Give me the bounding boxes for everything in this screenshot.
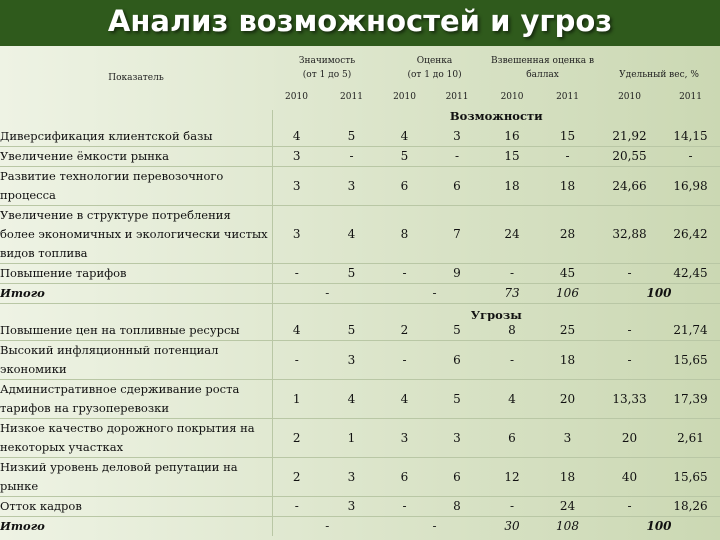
cell: - bbox=[627, 323, 632, 337]
year-header: 2010 bbox=[618, 92, 641, 102]
table-row bbox=[0, 497, 720, 517]
cell: 2,61 bbox=[661, 419, 720, 458]
cell: - bbox=[487, 264, 537, 284]
cell: 3 bbox=[321, 458, 382, 497]
table-row bbox=[0, 127, 720, 147]
total-significance: - bbox=[272, 517, 382, 537]
cell: 28 bbox=[537, 206, 598, 264]
cell: 15 bbox=[559, 129, 576, 143]
row-label: Диверсификация клиентской базы bbox=[0, 127, 272, 147]
cell: 3 bbox=[321, 341, 382, 380]
cell: 24,66 bbox=[598, 167, 661, 206]
cell: 1 bbox=[272, 380, 321, 419]
cell: 6 bbox=[427, 458, 487, 497]
row-label: Повышение тарифов bbox=[0, 264, 272, 284]
cell: 2 bbox=[400, 323, 409, 337]
cell: 2 bbox=[272, 419, 321, 458]
cell: 32,88 bbox=[598, 206, 661, 264]
table-row bbox=[0, 264, 720, 284]
cell: 18 bbox=[537, 341, 598, 380]
cell: 42,45 bbox=[661, 264, 720, 284]
year-header: 2011 bbox=[556, 92, 579, 102]
row-label: Высокий инфляционный потенциал экономики bbox=[0, 341, 272, 380]
total-weighted-2010: 30 bbox=[487, 517, 537, 537]
cell: - bbox=[598, 341, 661, 380]
cell: 25 bbox=[559, 323, 576, 337]
cell: 15,65 bbox=[661, 341, 720, 380]
cell: 1 bbox=[321, 419, 382, 458]
opportunities-section-title: Возможности bbox=[449, 110, 543, 123]
cell: 5 bbox=[347, 323, 356, 337]
significance-header: Значимость (от 1 до 5) bbox=[298, 56, 356, 80]
share-header: Удельный вес, % bbox=[619, 70, 699, 80]
cell: 16 bbox=[504, 129, 520, 143]
cell: 3 bbox=[382, 419, 427, 458]
total-significance: - bbox=[272, 284, 382, 304]
total-score: - bbox=[382, 517, 487, 537]
cell: 3 bbox=[272, 147, 321, 167]
cell: - bbox=[487, 341, 537, 380]
cell: - bbox=[382, 264, 427, 284]
cell: - bbox=[382, 497, 427, 517]
row-label: Развитие технологии перевозочного процесса bbox=[0, 167, 272, 206]
cell: 13,33 bbox=[598, 380, 661, 419]
total-share: 100 bbox=[598, 284, 720, 304]
cell: 3 bbox=[427, 419, 487, 458]
cell: 6 bbox=[487, 419, 537, 458]
cell: 9 bbox=[427, 264, 487, 284]
swot-table bbox=[0, 46, 720, 540]
total-weighted-2011: 108 bbox=[537, 517, 598, 537]
cell: - bbox=[321, 147, 382, 167]
cell: - bbox=[272, 341, 321, 380]
threats-section-title: Угрозы bbox=[272, 304, 720, 322]
cell: 14,15 bbox=[673, 129, 708, 143]
score-header: Оценка (от 1 до 10) bbox=[407, 56, 462, 80]
total-share: 100 bbox=[598, 517, 720, 537]
slide-title: Анализ возможностей и угроз bbox=[107, 4, 613, 38]
year-header: 2010 bbox=[500, 92, 524, 102]
cell: 12 bbox=[487, 458, 537, 497]
cell: - bbox=[272, 264, 321, 284]
cell: 7 bbox=[427, 206, 487, 264]
cell: 17,39 bbox=[661, 380, 720, 419]
table-header bbox=[0, 46, 720, 110]
table-row bbox=[0, 419, 720, 458]
cell: 4 bbox=[400, 129, 409, 143]
cell: 21,92 bbox=[612, 129, 647, 143]
row-label: Увеличение ёмкости рынка bbox=[0, 147, 272, 167]
cell: 5 bbox=[382, 147, 427, 167]
cell: 3 bbox=[537, 419, 598, 458]
cell: - bbox=[537, 147, 598, 167]
cell: - bbox=[382, 341, 427, 380]
row-label: Низкое качество дорожного покрытия на некоторых участках bbox=[0, 419, 272, 458]
cell: 18 bbox=[537, 167, 598, 206]
cell: - bbox=[598, 264, 661, 284]
cell: 6 bbox=[427, 341, 487, 380]
row-label: Увеличение в структуре потребления более экономичных и экологически чистых видов топлива bbox=[0, 206, 272, 264]
cell: - bbox=[487, 497, 537, 517]
cell: 8 bbox=[382, 206, 427, 264]
year-header: 2011 bbox=[679, 92, 702, 102]
total-label: Итого bbox=[0, 284, 272, 304]
cell: - bbox=[598, 497, 661, 517]
table-row bbox=[0, 341, 720, 380]
weighted-score-header: Взвешенная оценка в баллах bbox=[491, 56, 595, 80]
cell: 4 bbox=[321, 206, 382, 264]
cell: 6 bbox=[382, 458, 427, 497]
cell: 45 bbox=[537, 264, 598, 284]
table-row bbox=[0, 147, 720, 167]
cell: 5 bbox=[347, 129, 356, 143]
row-label: Низкий уровень деловой репутации на рынке bbox=[0, 458, 272, 497]
table-row bbox=[0, 206, 720, 264]
cell: 4 bbox=[382, 380, 427, 419]
cell: 8 bbox=[427, 497, 487, 517]
cell: 21,74 bbox=[673, 323, 708, 337]
table-body bbox=[0, 110, 720, 536]
cell: 6 bbox=[382, 167, 427, 206]
cell: 3 bbox=[272, 206, 321, 264]
cell: 4 bbox=[487, 380, 537, 419]
cell: 15,65 bbox=[661, 458, 720, 497]
cell: 8 bbox=[508, 323, 516, 337]
total-row bbox=[0, 517, 720, 537]
cell: 20,55 bbox=[598, 147, 661, 167]
year-header: 2010 bbox=[393, 92, 416, 102]
cell: 26,42 bbox=[661, 206, 720, 264]
cell: 24 bbox=[487, 206, 537, 264]
cell: - bbox=[661, 147, 720, 167]
cell: 15 bbox=[487, 147, 537, 167]
cell: 18,26 bbox=[661, 497, 720, 517]
cell: 20 bbox=[598, 419, 661, 458]
total-row bbox=[0, 284, 720, 304]
year-header: 2010 bbox=[285, 92, 308, 102]
table-row bbox=[0, 458, 720, 497]
cell: 40 bbox=[598, 458, 661, 497]
row-label: Отток кадров bbox=[0, 497, 272, 517]
cell: - bbox=[272, 497, 321, 517]
total-score: - bbox=[382, 284, 487, 304]
cell: 5 bbox=[321, 264, 382, 284]
row-label: Повышение цен на топливные ресурсы bbox=[0, 321, 272, 341]
cell: 24 bbox=[537, 497, 598, 517]
total-label: Итого bbox=[0, 517, 272, 537]
table-row bbox=[0, 167, 720, 206]
cell: 4 bbox=[321, 380, 382, 419]
cell: 5 bbox=[427, 380, 487, 419]
cell: 2 bbox=[272, 458, 321, 497]
cell: 4 bbox=[292, 129, 301, 143]
table-row bbox=[0, 321, 720, 341]
cell: 18 bbox=[537, 458, 598, 497]
cell: 3 bbox=[321, 497, 382, 517]
cell: 3 bbox=[321, 167, 382, 206]
indicator-header: Показатель bbox=[108, 73, 164, 83]
cell: 6 bbox=[427, 167, 487, 206]
cell: 16,98 bbox=[661, 167, 720, 206]
table-row bbox=[0, 380, 720, 419]
year-header: 2011 bbox=[340, 92, 363, 102]
cell: - bbox=[427, 147, 487, 167]
total-weighted-2010: 73 bbox=[487, 284, 537, 304]
cell: 20 bbox=[537, 380, 598, 419]
cell: 3 bbox=[453, 129, 461, 143]
total-weighted-2011: 106 bbox=[537, 284, 598, 304]
cell: 3 bbox=[272, 167, 321, 206]
year-header: 2011 bbox=[445, 92, 469, 102]
cell: 5 bbox=[453, 323, 461, 337]
row-label: Административное сдерживание роста тарифов на грузоперевозки bbox=[0, 380, 272, 419]
cell: 18 bbox=[487, 167, 537, 206]
cell: 4 bbox=[292, 323, 301, 337]
